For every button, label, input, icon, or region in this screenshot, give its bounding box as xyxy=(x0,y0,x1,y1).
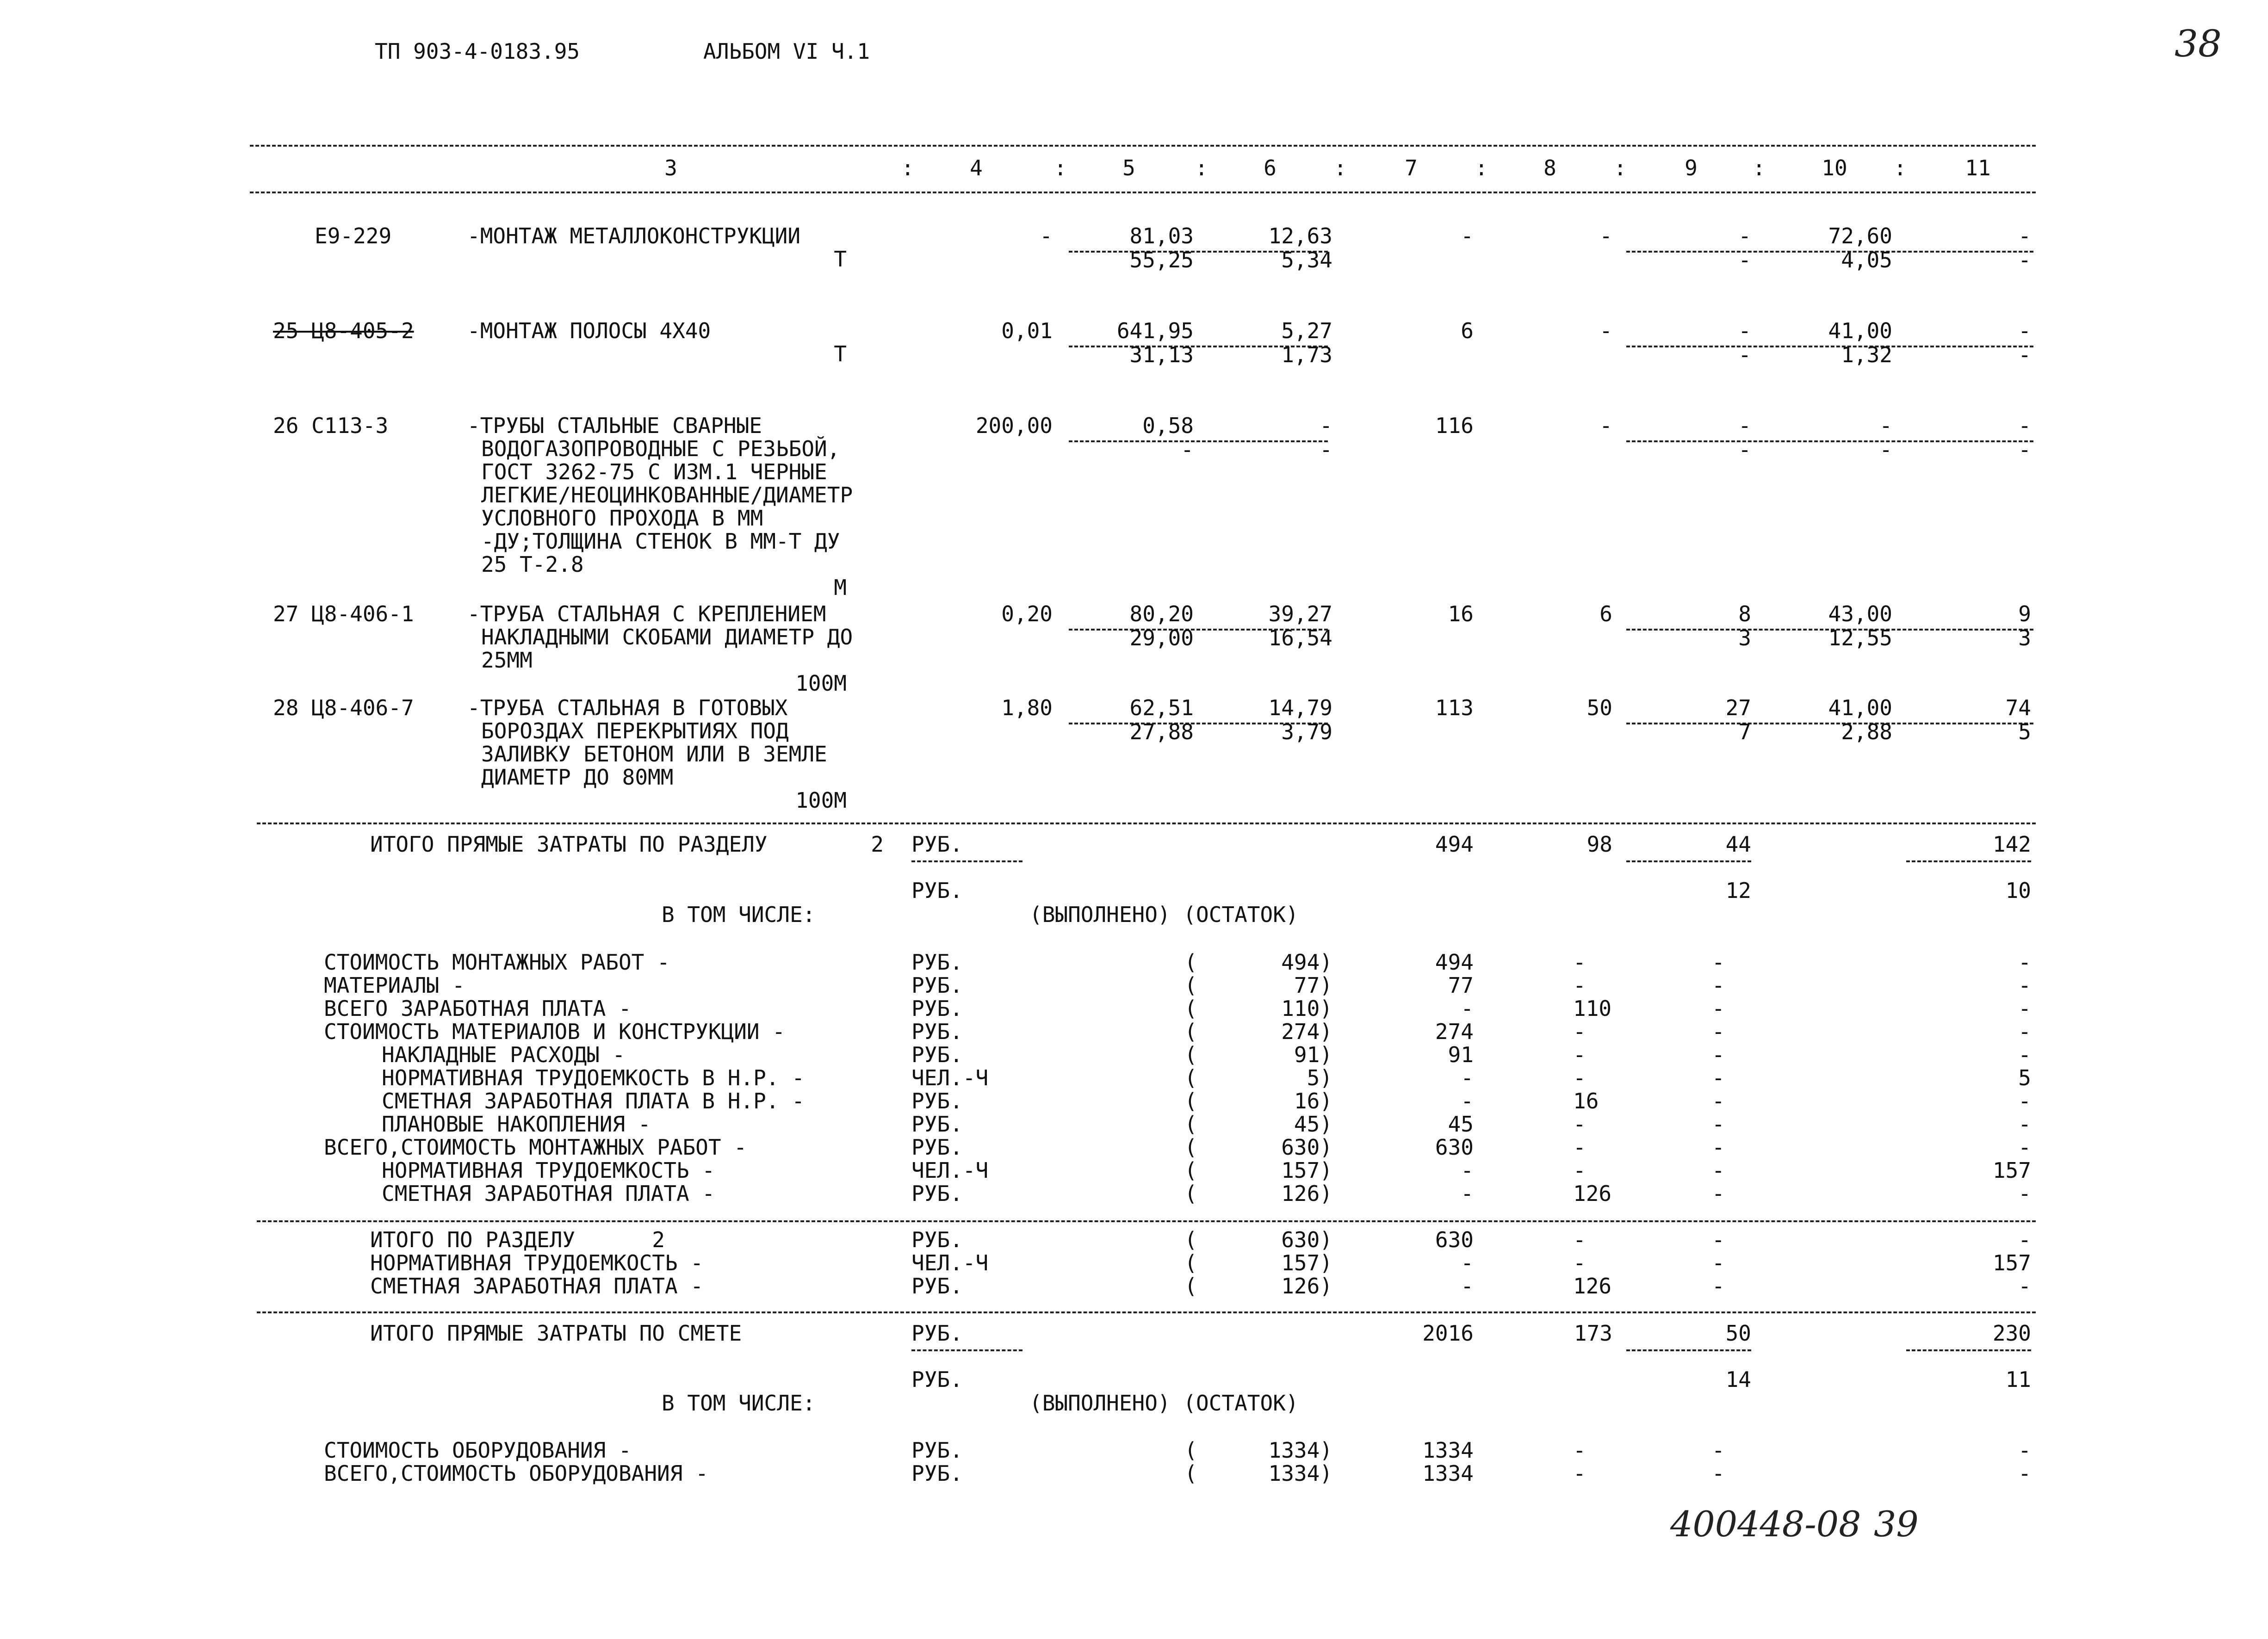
cell-c5b: 29,00 xyxy=(1129,625,1194,650)
column-separator: : xyxy=(1334,155,1347,180)
cell-c10b: 12,55 xyxy=(1828,625,1892,650)
section-rule xyxy=(257,1220,2036,1222)
item-name-line: -ТРУБА СТАЛЬНАЯ С КРЕПЛЕНИЕМ xyxy=(467,601,826,626)
breakdown-c9: - xyxy=(1712,950,1725,975)
breakdown-c8: - xyxy=(1573,1158,1586,1183)
cell-c9: 27 xyxy=(1725,695,1751,720)
paren-open: ( xyxy=(1184,1135,1197,1160)
album-label: АЛЬБОМ VI Ч.1 xyxy=(703,39,870,64)
cell-c7: 113 xyxy=(1435,695,1474,720)
estimate-total-c9: 50 xyxy=(1725,1321,1751,1346)
breakdown-paren: 16) xyxy=(1294,1089,1332,1113)
breakdown-c11: - xyxy=(2018,1019,2031,1044)
cell-c7: - xyxy=(1461,223,1474,248)
breakdown-c8: - xyxy=(1573,1065,1586,1090)
cell-c11: - xyxy=(2018,318,2031,343)
column-header-7: 7 xyxy=(1405,155,1418,180)
breakdown-unit: РУБ. xyxy=(911,1112,963,1137)
paren-open: ( xyxy=(1184,1112,1197,1137)
column-header-5: 5 xyxy=(1122,155,1135,180)
handwritten-page: 39 xyxy=(1874,1503,1919,1545)
breakdown-c8: - xyxy=(1573,1019,1586,1044)
item-code: Е9-229 xyxy=(315,223,392,248)
item-code: 25 Ц8-405-2 xyxy=(273,318,414,343)
cell-c9: - xyxy=(1738,318,1751,343)
breakdown-c7: 1334 xyxy=(1422,1438,1474,1463)
item-name-line: -ДУ;ТОЛЩИНА СТЕНОК В ММ-Т ДУ xyxy=(481,529,840,554)
cell-c8: - xyxy=(1599,318,1612,343)
breakdown-c7: 45 xyxy=(1448,1112,1474,1137)
paren-open: ( xyxy=(1184,973,1197,998)
estimate-total-c7: 2016 xyxy=(1422,1321,1474,1346)
cell-c10: 72,60 xyxy=(1828,223,1892,248)
cell-c9: 8 xyxy=(1738,601,1751,626)
paren-open: ( xyxy=(1184,1042,1197,1067)
breakdown-c11: - xyxy=(2018,950,2031,975)
breakdown-c11: - xyxy=(2018,1112,2031,1137)
estimate-total-c8: 173 xyxy=(1574,1321,1612,1346)
breakdown-c7: - xyxy=(1461,1065,1474,1090)
including-label: В ТОМ ЧИСЛЕ: xyxy=(662,902,816,927)
sub-rule xyxy=(1906,1349,2031,1351)
section-total-c9b: 12 xyxy=(1725,878,1751,903)
breakdown-c9: - xyxy=(1712,973,1725,998)
breakdown-unit: РУБ. xyxy=(911,1019,963,1044)
cell-c9b: - xyxy=(1738,247,1751,272)
breakdown-unit: РУБ. xyxy=(911,1042,963,1067)
cell-c6: 14,79 xyxy=(1268,695,1332,720)
breakdown-paren: 157) xyxy=(1281,1250,1332,1275)
breakdown-c8: - xyxy=(1573,950,1586,975)
estimate-total-c11: 230 xyxy=(1992,1321,2031,1346)
item-name-line: БОРОЗДАХ ПЕРЕКРЫТИЯХ ПОД xyxy=(481,718,789,743)
breakdown-paren: 1334) xyxy=(1268,1461,1332,1486)
breakdown-c8: - xyxy=(1573,1227,1586,1252)
item-name-line: -МОНТАЖ МЕТАЛЛОКОНСТРУКЦИИ xyxy=(467,223,801,248)
handwritten-code: 400448-08 xyxy=(1670,1503,1861,1545)
breakdown-label: ВСЕГО ЗАРАБОТНАЯ ПЛАТА - xyxy=(324,996,632,1021)
column-separator: : xyxy=(1475,155,1488,180)
breakdown-c8: - xyxy=(1573,973,1586,998)
breakdown-c9: - xyxy=(1712,1250,1725,1275)
item-unit: 100М xyxy=(795,671,847,696)
doc-code: ТП 903-4-0183.95 xyxy=(375,39,580,64)
breakdown-c9: - xyxy=(1712,1461,1725,1486)
cell-c10b: 1,32 xyxy=(1841,342,1892,367)
breakdown-c11: 5 xyxy=(2018,1065,2031,1090)
column-separator: : xyxy=(901,155,914,180)
item-name-line: 25 Т-2.8 xyxy=(481,552,584,577)
breakdown-c7: 77 xyxy=(1448,973,1474,998)
paren-open: ( xyxy=(1184,996,1197,1021)
breakdown-c8: 126 xyxy=(1573,1181,1612,1206)
breakdown-label: ПЛАНОВЫЕ НАКОПЛЕНИЯ - xyxy=(382,1112,651,1137)
cell-c4: 0,01 xyxy=(1001,318,1053,343)
breakdown-c11: 157 xyxy=(1992,1250,2031,1275)
column-header-9: 9 xyxy=(1685,155,1698,180)
cell-c10b: - xyxy=(1879,437,1892,462)
section-total-number: 2 xyxy=(871,832,884,857)
section-total-unit: РУБ. xyxy=(911,832,963,857)
cell-c5b: 31,13 xyxy=(1129,342,1194,367)
breakdown-unit: РУБ. xyxy=(911,1181,963,1206)
breakdown-c8: - xyxy=(1573,1250,1586,1275)
breakdown-c11: 157 xyxy=(1992,1158,2031,1183)
cell-c5: 641,95 xyxy=(1116,318,1194,343)
column-separator: : xyxy=(1195,155,1208,180)
breakdown-unit: ЧЕЛ.-Ч xyxy=(911,1250,989,1275)
paren-open: ( xyxy=(1184,1019,1197,1044)
estimate-total-label: ИТОГО ПРЯМЫЕ ЗАТРАТЫ ПО СМЕТЕ xyxy=(370,1321,742,1346)
breakdown-c8: 126 xyxy=(1573,1274,1612,1299)
column-header-3: 3 xyxy=(664,155,677,180)
breakdown-paren: 77) xyxy=(1294,973,1332,998)
breakdown-c9: - xyxy=(1712,1042,1725,1067)
cell-c11b: - xyxy=(2018,437,2031,462)
breakdown-label: СМЕТНАЯ ЗАРАБОТНАЯ ПЛАТА В Н.Р. - xyxy=(382,1089,805,1113)
item-unit: М xyxy=(834,575,847,600)
breakdown-c11: - xyxy=(2018,996,2031,1021)
breakdown-c9: - xyxy=(1712,1065,1725,1090)
breakdown-c8: 16 xyxy=(1573,1089,1599,1113)
item-name-line: -МОНТАЖ ПОЛОСЫ 4Х40 xyxy=(467,318,711,343)
cell-c7: 16 xyxy=(1448,601,1474,626)
breakdown-label: СМЕТНАЯ ЗАРАБОТНАЯ ПЛАТА - xyxy=(370,1274,704,1299)
breakdown-label: НОРМАТИВНАЯ ТРУДОЕМКОСТЬ - xyxy=(370,1250,704,1275)
item-name-line: 25ММ xyxy=(481,648,533,673)
item-code: 26 С113-3 xyxy=(273,413,389,438)
breakdown-c9: - xyxy=(1712,1181,1725,1206)
cell-c7: 6 xyxy=(1461,318,1474,343)
cell-c5b: 55,25 xyxy=(1129,247,1194,272)
breakdown-unit: РУБ. xyxy=(911,1227,963,1252)
item-name-line: ВОДОГАЗОПРОВОДНЫЕ С РЕЗЬБОЙ, xyxy=(481,436,840,461)
paren-open: ( xyxy=(1184,950,1197,975)
breakdown-c11: - xyxy=(2018,973,2031,998)
breakdown-unit: ЧЕЛ.-Ч xyxy=(911,1158,989,1183)
column-separator: : xyxy=(1894,155,1907,180)
breakdown-c8: 110 xyxy=(1573,996,1612,1021)
breakdown-c9: - xyxy=(1712,1158,1725,1183)
column-header-10: 10 xyxy=(1822,155,1847,180)
cell-c11: - xyxy=(2018,223,2031,248)
paren-open: ( xyxy=(1184,1461,1197,1486)
item-name-line: ДИАМЕТР ДО 80ММ xyxy=(481,765,674,790)
paren-open: ( xyxy=(1184,1438,1197,1463)
cell-c9: - xyxy=(1738,413,1751,438)
paren-open: ( xyxy=(1184,1227,1197,1252)
item-name-line: -ТРУБА СТАЛЬНАЯ В ГОТОВЫХ xyxy=(467,695,788,720)
breakdown-unit: ЧЕЛ.-Ч xyxy=(911,1065,989,1090)
breakdown-label: НАКЛАДНЫЕ РАСХОДЫ - xyxy=(382,1042,626,1067)
breakdown-c7: - xyxy=(1461,996,1474,1021)
breakdown-c7: - xyxy=(1461,1158,1474,1183)
sub-rule xyxy=(911,1349,1022,1351)
cell-c4: 200,00 xyxy=(975,413,1053,438)
column-header-11: 11 xyxy=(1965,155,1991,180)
cell-c6: 39,27 xyxy=(1268,601,1332,626)
breakdown-c7: 274 xyxy=(1435,1019,1474,1044)
breakdown-c7: 1334 xyxy=(1422,1461,1474,1486)
cell-c5: 80,20 xyxy=(1129,601,1194,626)
cell-c9: - xyxy=(1738,223,1751,248)
breakdown-label: СТОИМОСТЬ МАТЕРИАЛОВ И КОНСТРУКЦИИ - xyxy=(324,1019,785,1044)
cell-c6: 5,27 xyxy=(1281,318,1332,343)
paren-open: ( xyxy=(1184,1181,1197,1206)
breakdown-paren: 630) xyxy=(1281,1227,1332,1252)
header-rule xyxy=(250,192,2036,193)
breakdown-paren: 157) xyxy=(1281,1158,1332,1183)
breakdown-c7: - xyxy=(1461,1089,1474,1113)
item-code: 27 Ц8-406-1 xyxy=(273,601,414,626)
section-total-c11b: 10 xyxy=(2005,878,2031,903)
cell-c10b: 4,05 xyxy=(1841,247,1892,272)
breakdown-unit: РУБ. xyxy=(911,1274,963,1299)
breakdown-c8: - xyxy=(1573,1438,1586,1463)
cell-c8: - xyxy=(1599,413,1612,438)
cell-c5: 81,03 xyxy=(1129,223,1194,248)
breakdown-unit: РУБ. xyxy=(911,996,963,1021)
breakdown-c9: - xyxy=(1712,1112,1725,1137)
breakdown-unit: РУБ. xyxy=(911,1089,963,1113)
breakdown-label: НОРМАТИВНАЯ ТРУДОЕМКОСТЬ В Н.Р. - xyxy=(382,1065,805,1090)
breakdown-paren: 274) xyxy=(1281,1019,1332,1044)
estimate-total-unit2: РУБ. xyxy=(911,1367,963,1392)
cell-c10b: 2,88 xyxy=(1841,719,1892,744)
item-name-line: -ТРУБЫ СТАЛЬНЫЕ СВАРНЫЕ xyxy=(467,413,762,438)
cell-c8: 6 xyxy=(1599,601,1612,626)
breakdown-c11: - xyxy=(2018,1181,2031,1206)
breakdown-label: НОРМАТИВНАЯ ТРУДОЕМКОСТЬ - xyxy=(382,1158,715,1183)
item-name-line: ГОСТ 3262-75 С ИЗМ.1 ЧЕРНЫЕ xyxy=(481,459,827,484)
column-separator: : xyxy=(1753,155,1766,180)
breakdown-c8: - xyxy=(1573,1135,1586,1160)
top-rule xyxy=(250,145,2036,147)
item-name-line: НАКЛАДНЫМИ СКОБАМИ ДИАМЕТР ДО xyxy=(481,625,853,649)
breakdown-c9: - xyxy=(1712,1135,1725,1160)
breakdown-c9: - xyxy=(1712,1274,1725,1299)
estimate-total-unit: РУБ. xyxy=(911,1321,963,1346)
breakdown-paren: 126) xyxy=(1281,1274,1332,1299)
breakdown-paren: 494) xyxy=(1281,950,1332,975)
section-total-c9: 44 xyxy=(1725,832,1751,857)
cell-c6b: 16,54 xyxy=(1268,625,1332,650)
cell-c9b: - xyxy=(1738,437,1751,462)
breakdown-c9: - xyxy=(1712,1089,1725,1113)
sub-rule xyxy=(1626,860,1751,862)
breakdown-label: МАТЕРИАЛЫ - xyxy=(324,973,465,998)
cell-c6: - xyxy=(1320,413,1332,438)
cell-c6b: 3,79 xyxy=(1281,719,1332,744)
breakdown-paren: 1334) xyxy=(1268,1438,1332,1463)
item-unit: 100М xyxy=(795,788,847,813)
cell-c7: 116 xyxy=(1435,413,1474,438)
cell-c8: - xyxy=(1599,223,1612,248)
section-total-c8: 98 xyxy=(1586,832,1612,857)
cell-c10: - xyxy=(1879,413,1892,438)
column-header-8: 8 xyxy=(1543,155,1556,180)
cell-c5: 0,58 xyxy=(1142,413,1194,438)
paren-open: ( xyxy=(1184,1065,1197,1090)
sub-rule xyxy=(911,860,1022,862)
breakdown-c8: - xyxy=(1573,1461,1586,1486)
item-name-line: ЗАЛИВКУ БЕТОНОМ ИЛИ В ЗЕМЛЕ xyxy=(481,742,827,767)
item-name-line: ЛЕГКИЕ/НЕОЦИНКОВАННЫЕ/ДИАМЕТР xyxy=(481,482,853,507)
cell-c11b: 3 xyxy=(2018,625,2031,650)
breakdown-c11: - xyxy=(2018,1135,2031,1160)
breakdown-c7: - xyxy=(1461,1250,1474,1275)
cell-c8: 50 xyxy=(1586,695,1612,720)
breakdown-paren: 126) xyxy=(1281,1181,1332,1206)
cell-c9b: 3 xyxy=(1738,625,1751,650)
page-number: 38 xyxy=(2175,22,2222,65)
breakdown-paren: 91) xyxy=(1294,1042,1332,1067)
cell-c4: 1,80 xyxy=(1001,695,1053,720)
cell-c11b: - xyxy=(2018,247,2031,272)
breakdown-label: СМЕТНАЯ ЗАРАБОТНАЯ ПЛАТА - xyxy=(382,1181,715,1206)
breakdown-c9: - xyxy=(1712,1019,1725,1044)
breakdown-paren: 630) xyxy=(1281,1135,1332,1160)
paren-open: ( xyxy=(1184,1274,1197,1299)
cell-c5b: 27,88 xyxy=(1129,719,1194,744)
breakdown-c9: - xyxy=(1712,1227,1725,1252)
breakdown-c7: - xyxy=(1461,1274,1474,1299)
sub-rule xyxy=(1626,1349,1751,1351)
breakdown-c9: - xyxy=(1712,1438,1725,1463)
section-total-label: ИТОГО ПРЯМЫЕ ЗАТРАТЫ ПО РАЗДЕЛУ xyxy=(370,832,768,857)
breakdown-paren: 5) xyxy=(1307,1065,1332,1090)
breakdown-c7: 630 xyxy=(1435,1227,1474,1252)
section-total-c7: 494 xyxy=(1435,832,1474,857)
breakdown-unit: РУБ. xyxy=(911,1135,963,1160)
cell-c9b: 7 xyxy=(1738,719,1751,744)
column-header-4: 4 xyxy=(970,155,983,180)
cell-c11: - xyxy=(2018,413,2031,438)
breakdown-label: СТОИМОСТЬ МОНТАЖНЫХ РАБОТ - xyxy=(324,950,670,975)
cell-c5b: - xyxy=(1181,437,1194,462)
cell-c9b: - xyxy=(1738,342,1751,367)
item-unit: Т xyxy=(834,247,847,272)
section-total-unit2: РУБ. xyxy=(911,878,963,903)
breakdown-c8: - xyxy=(1573,1112,1586,1137)
breakdown-c7: - xyxy=(1461,1181,1474,1206)
breakdown-paren: 45) xyxy=(1294,1112,1332,1137)
cell-c10: 41,00 xyxy=(1828,318,1892,343)
cell-c6: 12,63 xyxy=(1268,223,1332,248)
cell-c10: 41,00 xyxy=(1828,695,1892,720)
breakdown-label: СТОИМОСТЬ ОБОРУДОВАНИЯ - xyxy=(324,1438,632,1463)
breakdown-c11: - xyxy=(2018,1438,2031,1463)
estimate-total-c11b: 11 xyxy=(2005,1367,2031,1392)
breakdown-c11: - xyxy=(2018,1042,2031,1067)
sub-rule xyxy=(1906,860,2031,862)
cell-c11b: - xyxy=(2018,342,2031,367)
breakdown-unit: РУБ. xyxy=(911,1438,963,1463)
breakdown-c8: - xyxy=(1573,1042,1586,1067)
paren-open: ( xyxy=(1184,1089,1197,1113)
including-label: В ТОМ ЧИСЛЕ: xyxy=(662,1391,816,1416)
breakdown-c7: 494 xyxy=(1435,950,1474,975)
breakdown-unit: РУБ. xyxy=(911,1461,963,1486)
breakdown-c11: - xyxy=(2018,1227,2031,1252)
item-code: 28 Ц8-406-7 xyxy=(273,695,414,720)
breakdown-unit: РУБ. xyxy=(911,973,963,998)
breakdown-label: ИТОГО ПО РАЗДЕЛУ 2 xyxy=(370,1227,665,1252)
done-rest-label: (ВЫПОЛНЕНО) (ОСТАТОК) xyxy=(1029,902,1299,927)
cell-c6b: 1,73 xyxy=(1281,342,1332,367)
column-separator: : xyxy=(1614,155,1627,180)
section-total-c11: 142 xyxy=(1992,832,2031,857)
breakdown-c11: - xyxy=(2018,1461,2031,1486)
item-name-line: УСЛОВНОГО ПРОХОДА В ММ xyxy=(481,506,763,531)
item-unit: Т xyxy=(834,341,847,366)
breakdown-paren: 110) xyxy=(1281,996,1332,1021)
breakdown-unit: РУБ. xyxy=(911,950,963,975)
cell-c11: 74 xyxy=(2005,695,2031,720)
paren-open: ( xyxy=(1184,1158,1197,1183)
cell-c6b: 5,34 xyxy=(1281,247,1332,272)
breakdown-c7: 630 xyxy=(1435,1135,1474,1160)
section-rule xyxy=(257,823,2036,824)
cell-c10: 43,00 xyxy=(1828,601,1892,626)
breakdown-c11: - xyxy=(2018,1089,2031,1113)
cell-c5: 62,51 xyxy=(1129,695,1194,720)
breakdown-c11: - xyxy=(2018,1274,2031,1299)
cell-c4: 0,20 xyxy=(1001,601,1053,626)
cell-c11b: 5 xyxy=(2018,719,2031,744)
column-separator: : xyxy=(1054,155,1067,180)
paren-open: ( xyxy=(1184,1250,1197,1275)
estimate-total-c9b: 14 xyxy=(1725,1367,1751,1392)
section-rule xyxy=(257,1311,2036,1313)
done-rest-label: (ВЫПОЛНЕНО) (ОСТАТОК) xyxy=(1029,1391,1299,1416)
cell-c4: - xyxy=(1040,223,1053,248)
breakdown-c7: 91 xyxy=(1448,1042,1474,1067)
cell-c11: 9 xyxy=(2018,601,2031,626)
cell-c6b: - xyxy=(1320,437,1332,462)
breakdown-label: ВСЕГО,СТОИМОСТЬ ОБОРУДОВАНИЯ - xyxy=(324,1461,708,1486)
column-header-6: 6 xyxy=(1264,155,1277,180)
breakdown-c9: - xyxy=(1712,996,1725,1021)
breakdown-label: ВСЕГО,СТОИМОСТЬ МОНТАЖНЫХ РАБОТ - xyxy=(324,1135,747,1160)
